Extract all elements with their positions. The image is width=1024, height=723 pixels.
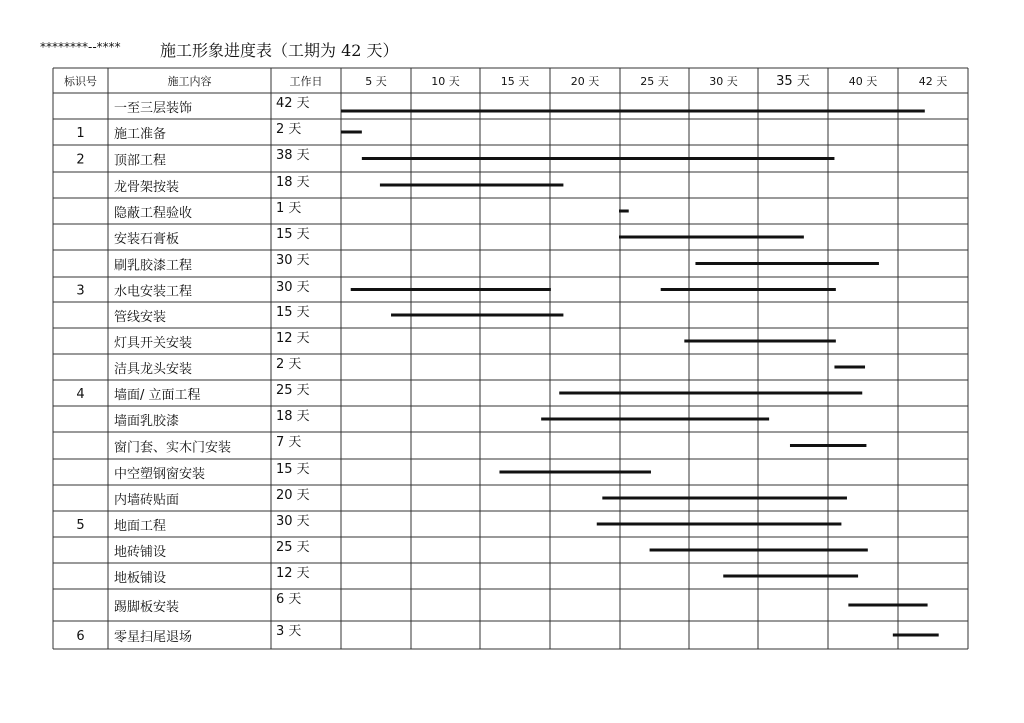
gantt-bar — [541, 418, 769, 421]
document-code: ********--**** — [40, 40, 121, 54]
task-name: 地面工程 — [114, 519, 167, 534]
gantt-bar — [391, 314, 563, 317]
time-label: 20 天 — [570, 75, 600, 88]
row-id: 3 — [76, 283, 85, 299]
task-name: 管线安装 — [114, 310, 167, 325]
gantt-bar — [848, 604, 927, 607]
time-label: 42 天 — [918, 75, 948, 88]
task-name: 安装石膏板 — [114, 232, 180, 247]
task-name: 内墙砖贴面 — [114, 493, 180, 508]
task-name: 顶部工程 — [114, 153, 167, 169]
task-days: 42 天 — [276, 96, 310, 111]
gantt-bar — [380, 184, 563, 187]
gantt-bar — [723, 575, 858, 578]
gantt-bar — [602, 497, 847, 500]
task-days: 20 天 — [276, 488, 310, 503]
task-days: 38 天 — [276, 148, 310, 163]
page-title: 施工形象进度表（工期为 42 天） — [160, 41, 399, 60]
time-label: 30 天 — [709, 75, 738, 88]
task-name: 水电安装工程 — [114, 284, 193, 300]
task-name: 地砖铺设 — [114, 545, 167, 560]
gantt-bar — [661, 288, 836, 291]
task-name: 踢脚板安装 — [114, 600, 180, 615]
gantt-bar — [499, 471, 651, 474]
time-label: 35 天 — [776, 74, 810, 89]
task-name: 一至三层装饰 — [114, 101, 193, 116]
time-label: 25 天 — [640, 75, 669, 88]
task-name: 零星扫尾退场 — [114, 630, 193, 645]
time-label: 5 天 — [365, 75, 387, 88]
gantt-bar — [619, 236, 804, 239]
task-days: 18 天 — [276, 175, 310, 190]
task-days: 2 天 — [276, 357, 302, 372]
time-label: 40 天 — [848, 75, 878, 88]
task-days: 7 天 — [276, 435, 302, 450]
gantt-bar — [650, 549, 868, 552]
task-days: 3 天 — [276, 624, 302, 639]
header-task: 施工内容 — [167, 75, 212, 88]
row-id: 5 — [76, 518, 85, 533]
task-name: 地板铺设 — [114, 571, 167, 586]
task-name: 墙面/ 立面工程 — [114, 388, 201, 403]
task-name: 刷乳胶漆工程 — [114, 258, 193, 274]
task-days: 2 天 — [276, 122, 302, 137]
task-days: 30 天 — [276, 514, 310, 529]
task-name: 灯具开关安装 — [114, 336, 193, 351]
gantt-bar — [619, 210, 629, 213]
task-name: 隐蔽工程验收 — [114, 206, 193, 221]
task-days: 1 天 — [276, 201, 302, 216]
task-name: 施工准备 — [114, 127, 167, 142]
gantt-bar — [351, 288, 551, 291]
gantt-bar — [597, 523, 842, 526]
task-days: 30 天 — [276, 253, 310, 268]
gantt-bar — [695, 262, 878, 265]
row-id: 4 — [76, 387, 85, 402]
row-id: 2 — [76, 152, 85, 168]
task-days: 30 天 — [276, 280, 310, 295]
task-name: 中空塑钢窗安装 — [114, 467, 206, 482]
gantt-bar — [341, 110, 925, 113]
header-id: 标识号 — [64, 75, 97, 88]
gantt-bar — [834, 366, 865, 369]
task-name: 洁具龙头安装 — [114, 362, 193, 377]
task-days: 6 天 — [276, 592, 302, 607]
task-days: 15 天 — [276, 462, 310, 477]
gantt-bar — [341, 131, 362, 134]
row-id: 6 — [76, 629, 85, 644]
gantt-bar — [893, 634, 939, 637]
gantt-bar — [559, 392, 862, 395]
task-days: 15 天 — [276, 227, 310, 242]
gantt-bar — [362, 157, 835, 160]
task-days: 12 天 — [276, 566, 310, 581]
time-label: 10 天 — [431, 75, 460, 88]
time-label: 15 天 — [500, 75, 530, 88]
task-name: 墙面乳胶漆 — [114, 414, 180, 429]
header-days: 工作日 — [289, 75, 323, 88]
row-id: 1 — [76, 126, 85, 141]
task-days: 18 天 — [276, 409, 310, 424]
gantt-bar — [684, 340, 836, 343]
task-days: 25 天 — [276, 540, 310, 555]
task-name: 窗门套、实木门安装 — [114, 440, 232, 456]
task-days: 12 天 — [276, 331, 310, 346]
task-days: 15 天 — [276, 305, 310, 320]
task-days: 25 天 — [276, 383, 310, 398]
task-name: 龙骨架按装 — [114, 180, 180, 195]
gantt-bar — [790, 444, 866, 447]
